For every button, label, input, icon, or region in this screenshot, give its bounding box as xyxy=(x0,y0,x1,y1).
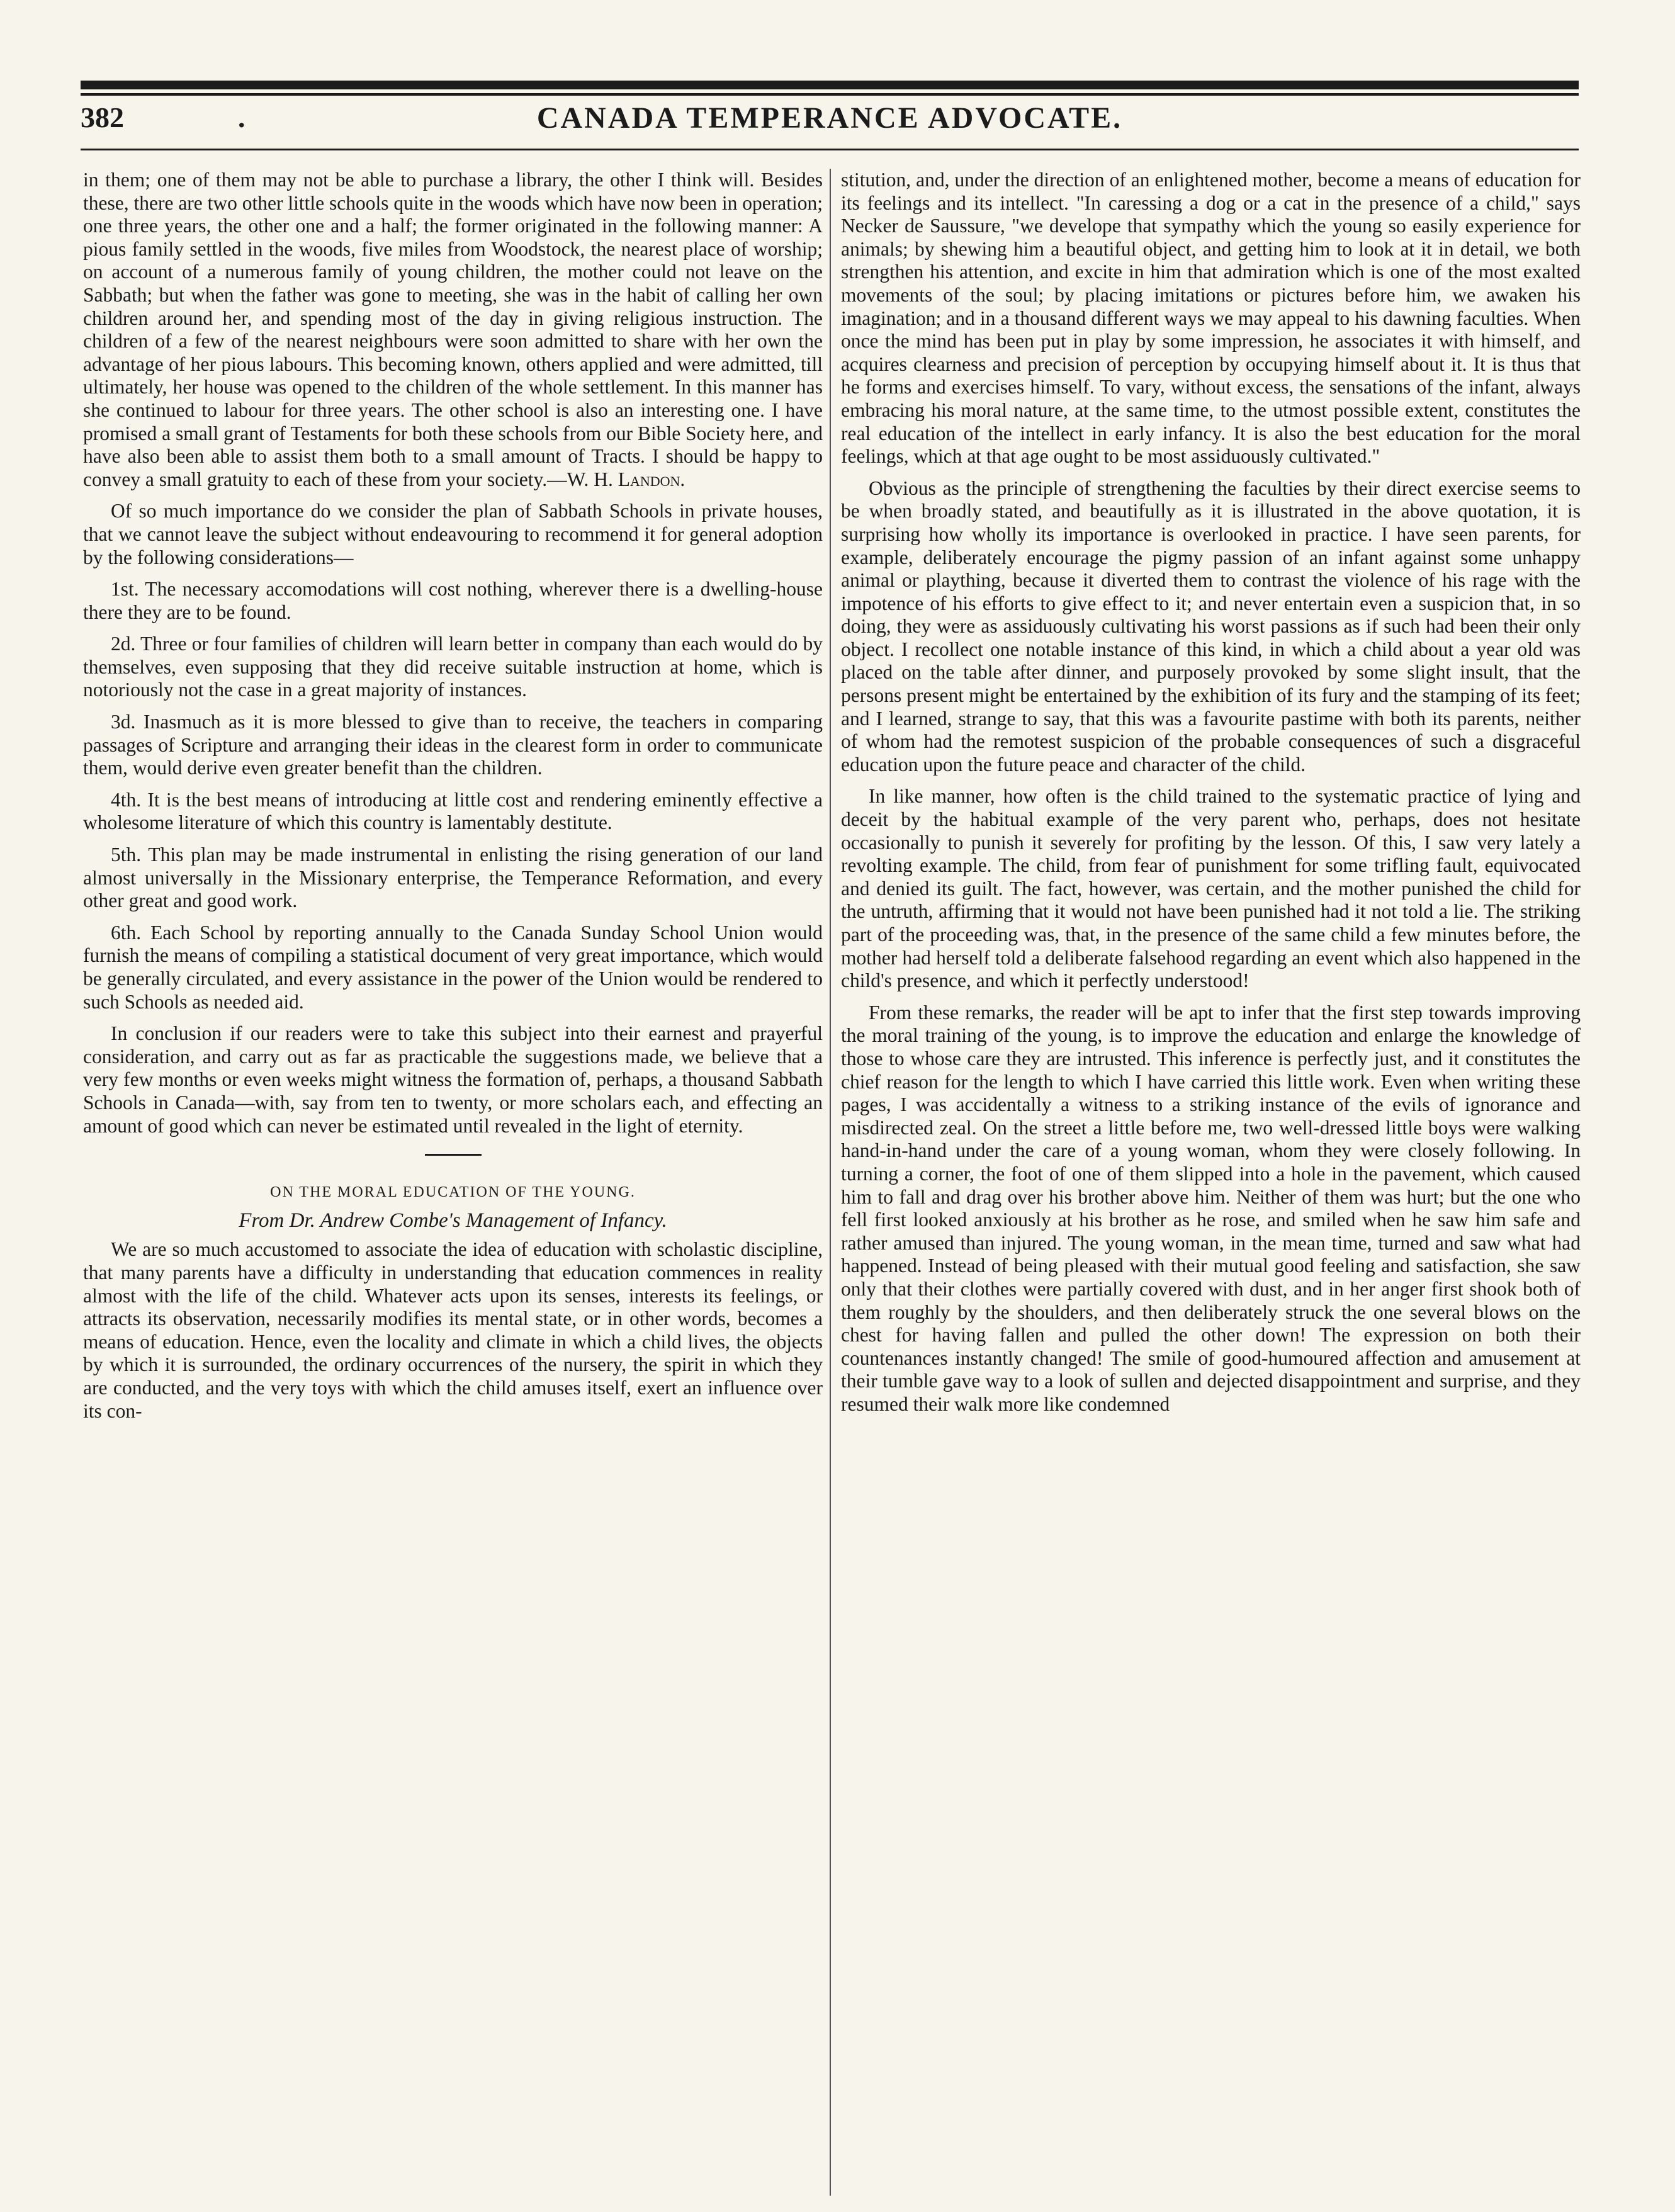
article-paragraph: We are so much accustomed to associate the idea of education with scholastic discipline, that many parents have a difficulty in understanding that education commences in reality almost with the life of the child. Whatever acts upon its senses, interests its feelings, or attracts its observation, necessarily modifies its mental state, or in other words, becomes a means of education. Hence, even the locality and climate in which a child lives, the objects by which it is surrounded, the ordinary occurrences of the nursery, the spirit in which they are conducted, and the very toys with which the child amuses itself, exert an influence over its con- xyxy=(83,1238,823,1422)
consideration-4: 4th. It is the best means of introducing at little cost and rendering eminently effective a wholesome literature of which this country is lamentably destitute. xyxy=(83,788,823,834)
top-heavy-rule xyxy=(81,81,1579,89)
consideration-5: 5th. This plan may be made instrumental in enlisting the rising generation of our land almost universally in the Missionary enterprise, the Temperance Reformation, and every other great and good work. xyxy=(83,844,823,912)
consideration-2: 2d. Three or four families of children will learn better in company than each would do by themselves, even supposing that they did receive suitable instruction at home, which is notoriously not the case in a great majority of instances. xyxy=(83,633,823,701)
column-divider xyxy=(830,169,831,2196)
consideration-1: 1st. The necessary accomodations will cost nothing, wherever there is a dwelling-house there they are to be found. xyxy=(83,578,823,623)
letter-signature: W. H. Landon. xyxy=(567,468,685,490)
header-rule xyxy=(81,149,1579,150)
right-paragraph-4: From these remarks, the reader will be apt to infer that the first step towards improving the moral training of the young, is to improve the education and enlarge the knowledge of those to whose care they are intrusted. This inference is perfectly just, and it constitutes the chief reason for the length to which I have carried this little work. Even when writing these pages, I was accidentally a witness to a striking instance of the evils of ignorance and misdirected zeal. On the street a little before me, two well-dressed little boys were walking hand-in-hand under the care of a young woman, whom they were closely following. In turning a corner, the foot of one of them slipped into a hole in the pavement, which caused him to fall and drag over his brother above him. Neither of them was hurt; but the one who fell first looked anxiously at his brother as he rose, and smiled when he saw him safe and rather amused than injured. The young woman, in the mean time, turned and saw what had happened. Instead of being pleased with their mutual good feeling and satisfaction, she saw only that their clothes were partially covered with dust, and in her anger first shook both of them roughly by the shoulders, and then deliberately struck the one several blows on the chest for having fallen and pulled the other down! The expression on both their countenances instantly changed! The smile of good-humoured affection and amusement at their tumble gave way to a look of sullen and dejected disappointment and surprise, and they resumed their walk more like condemned xyxy=(841,1001,1581,1415)
right-column xyxy=(841,169,1581,2196)
letter-paragraph xyxy=(83,169,823,491)
top-light-rule xyxy=(81,93,1579,96)
section-heading: ON THE MORAL EDUCATION OF THE YOUNG. xyxy=(270,1184,636,1201)
right-paragraph-3: In like manner, how often is the child trained to the systematic practice of lying and deceit by the habitual example of the very parent who, perhaps, does not hesitate occasionally to punish it severely for profiting by the lesson. Of this, I saw very lately a revolting example. The child, from fear of punishment for some trifling fault, equivocated and denied its guilt. The fact, however, was certain, and the mother punished the child for the untruth, affirming that it would not have been punished had it not told a lie. The striking part of the proceeding was, that, in the presence of the same child a few minutes before, the mother had herself told a deliberate falsehood regarding an event which also happened in the child's presence, and which it perfectly understood! xyxy=(841,785,1581,992)
page-header xyxy=(81,101,1579,145)
section-separator xyxy=(425,1154,482,1156)
masthead-title: CANADA TEMPERANCE ADVOCATE. xyxy=(536,101,1123,135)
intro-paragraph: Of so much importance do we consider the plan of Sabbath Schools in private houses, that we cannot leave the subject without endeavouring to recommend it for general adoption by the following considerations— xyxy=(83,500,823,568)
right-paragraph-2: Obvious as the principle of strengthening the faculties by their direct exercise seems to be when broadly stated, and beautifully as it is illustrated in the above quotation, it is surprising how wholly its importance is overlooked in practice. I have seen parents, for example, deliberately encourage the pigmy passion of an infant against some unhappy animal or plaything, because it diverted them to contrast the violence of his rage with the impotence of his efforts to give effect to it; and never entertain even a suspicion that, in so doing, they were as assiduously cultivating his worst passions as if such had been their only object. I recollect one notable instance of this kind, in which a child about a year old was placed on the table after dinner, and purposely provoked by some slight insult, that the persons present might be entertained by the exhibition of its fury and the stamping of its feet; and I learned, strange to say, that this was a favourite pastime with both its parents, neither of whom had the remotest suspicion of the probable consequences of such a disgraceful education upon the future peace and character of the child. xyxy=(841,477,1581,776)
left-column xyxy=(83,169,823,2196)
letter-text: in them; one of them may not be able to purchase a library, the other I think will. Besides these, there are two other little schools quite in the woods which have now been in operation; one three years, the other one and a half; the former originated in the following manner: A pious family settled in the woods, five miles from Woodstock, the nearest place of worship; on account of a numerous family of young children, the mother could not leave on the Sabbath; but when the father was gone to meeting, she was in the habit of calling her own children around her, and spending most of the day in giving religious instruction. The children of a few of the nearest neighbours were soon admitted to share with her own the advantage of her pious labours. This becoming known, others applied and were admitted, till ultimately, her house was opened to the children of the whole settlement. In this manner has she continued to labour for three years. The other school is also an interesting one. I have promised a small grant of Testaments for both these schools from our Bible Society here, and have also been able to assist them both to a small amount of Tracts. I should be happy to convey a small gratuity to each of these from your society.— xyxy=(83,169,823,490)
consideration-6: 6th. Each School by reporting annually to the Canada Sunday School Union would furnish the means of compiling a statistical document of very great importance, which would be generally circulated, and every assistance in the power of the Union would be rendered to such Schools as needed aid. xyxy=(83,921,823,1013)
right-paragraph-1: stitution, and, under the direction of an enlightened mother, become a means of education for its feelings and its intellect. "In caressing a dog or a cat in the presence of a child," says Necker de Saussure, "we develope that sympathy which the young so easily experience for animals; by shewing him a beautiful object, and getting him to look at it in detail, we both strengthen his attention, and excite in him that admiration which is one of the most exalted movements of the soul; by placing imitations or pictures before him, we awaken his imagination; and in a thousand different ways we may appeal to his dawning faculties. When once the mind has been put in play by some impression, he associates it with himself, and acquires clearness and precision of perception by occupying himself about it. It is thus that he forms and exercises himself. To vary, without excess, the sensations of the infant, always embracing his moral nature, at the same time, to the utmost possible extent, constitutes the real education of the intellect in early infancy. It is also the best education for the moral feelings, which at that age ought to be most assiduously cultivated." xyxy=(841,169,1581,468)
section-source: From Dr. Andrew Combe's Management of Infancy. xyxy=(239,1209,667,1232)
page-number: 382 xyxy=(81,101,124,133)
header-dot: . xyxy=(238,101,245,133)
conclusion-paragraph: In conclusion if our readers were to take this subject into their earnest and prayerful consideration, and carry out as far as practicable the suggestions made, we believe that a very few months or even weeks might witness the formation of, perhaps, a thousand Sabbath Schools in Canada—with, say from ten to twenty, or more scholars each, and effecting an amount of good which can never be estimated until revealed in the light of eternity. xyxy=(83,1022,823,1137)
consideration-3: 3d. Inasmuch as it is more blessed to give than to receive, the teachers in comparing passages of Scripture and arranging their ideas in the clearest form in order to communicate them, would derive even greater benefit than the children. xyxy=(83,711,823,779)
